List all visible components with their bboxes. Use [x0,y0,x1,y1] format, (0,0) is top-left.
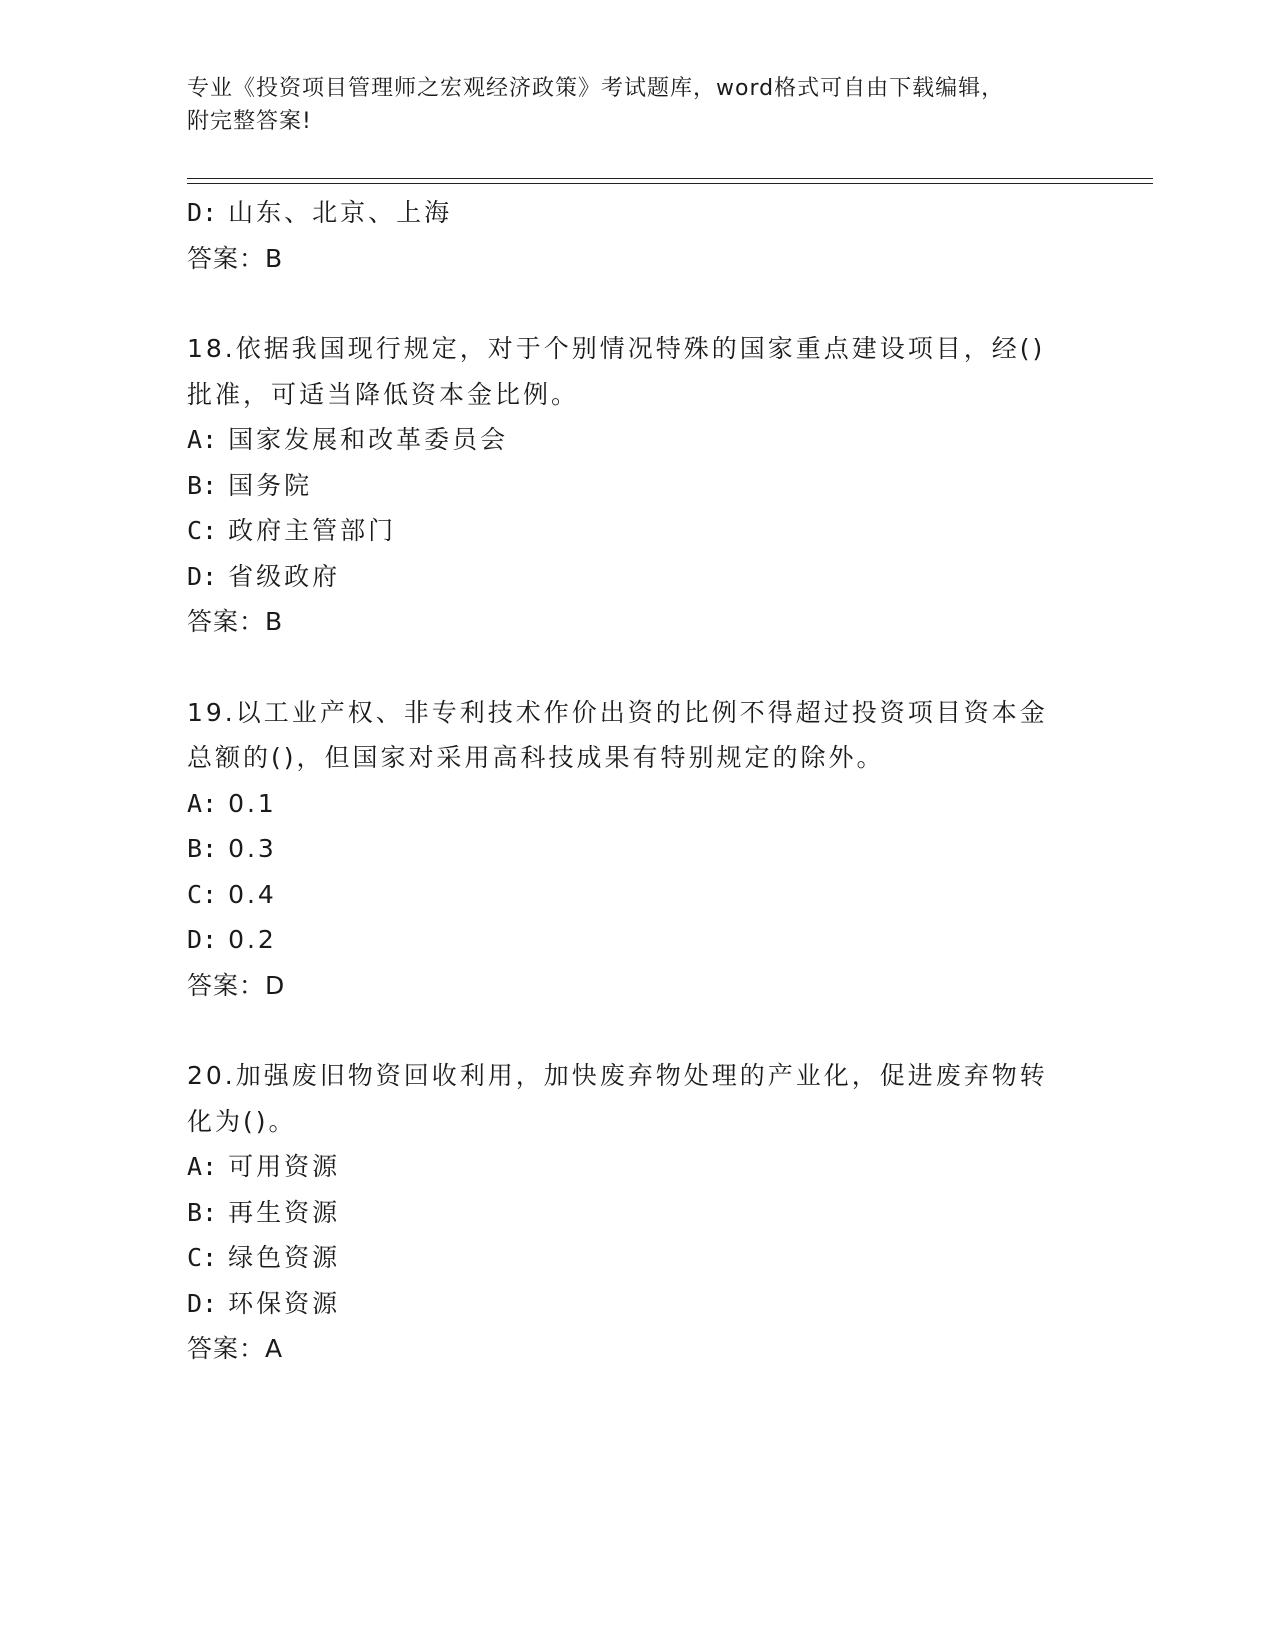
question-stem-line-1: 以工业产权、非专利技术作价出资的比例不得超过投资项目资本金 [235,697,1048,727]
question-stem-line-1: 加强废旧物资回收利用，加快废弃物处理的产业化，促进废弃物转 [235,1061,1048,1090]
option-text: 环保资源 [228,1288,341,1318]
option-label: B: [187,1197,218,1227]
option-label: C: [187,516,218,545]
question-stem-line-2: 化为()。 [187,1106,297,1136]
question-stem [187,326,1067,417]
question-stem-line-2: 总额的()，但国家对采用高科技成果有特别规定的除外。 [187,743,885,772]
spacer [187,281,1087,326]
option-text: 政府主管部门 [228,516,397,545]
question-number: 19. [187,697,236,727]
option-c [187,1235,1087,1281]
option-a [187,781,1087,827]
document-body [187,190,1087,1372]
question-20 [187,1053,1087,1372]
question-stem-line-2: 批准，可适当降低资本金比例。 [187,379,580,409]
question-number: 20. [187,1061,236,1090]
option-text: 省级政府 [228,561,341,591]
question-stem [187,1053,1067,1144]
spacer [187,645,1087,690]
question-18 [187,326,1087,645]
option-d [187,1281,1087,1327]
question-stem [187,690,1067,781]
option-text: 绿色资源 [228,1243,341,1272]
question-number: 18. [187,334,236,363]
option-text: 国务院 [228,470,313,500]
option-a [187,417,1087,463]
option-text: 0.4 [228,879,277,909]
option-label: D: [187,198,218,227]
option-label: D: [187,561,218,591]
carry-over-option-d [187,190,1087,236]
option-text: 0.1 [228,788,277,818]
option-label: A: [187,425,218,454]
option-b [187,826,1087,872]
option-a [187,1144,1087,1190]
header-line-2: 附完整答案! [187,109,312,134]
option-label: B: [187,470,218,500]
option-d [187,554,1087,600]
option-label: C: [187,1243,218,1272]
question-19 [187,690,1087,1009]
spacer [187,1008,1087,1053]
option-text: 再生资源 [228,1197,341,1227]
option-text: 国家发展和改革委员会 [228,425,509,454]
header-line-1: 专业《投资项目管理师之宏观经济政策》考试题库，word格式可自由下载编辑， [187,76,1005,101]
header-divider-top [187,178,1153,179]
answer: 答案：D [187,970,286,1000]
option-text: 山东、北京、上海 [228,198,453,227]
option-label: C: [187,879,218,909]
option-c [187,872,1087,918]
option-label: A: [187,788,218,818]
option-text: 可用资源 [228,1152,341,1181]
option-d [187,917,1087,963]
option-label: A: [187,1152,218,1181]
question-stem-line-1: 依据我国现行规定，对于个别情况特殊的国家重点建设项目，经() [235,334,1046,363]
header-divider-bottom [187,183,1153,184]
option-b [187,463,1087,509]
option-text: 0.2 [228,925,277,954]
option-label: D: [187,925,218,954]
answer: 答案：A [187,1334,284,1363]
answer: 答案：B [187,607,284,636]
option-b [187,1190,1087,1236]
carry-over-answer: 答案：B [187,243,284,273]
option-text: 0.3 [228,834,277,863]
option-label: D: [187,1288,218,1318]
option-label: B: [187,834,218,863]
page-header [187,72,1087,138]
option-c [187,508,1087,554]
